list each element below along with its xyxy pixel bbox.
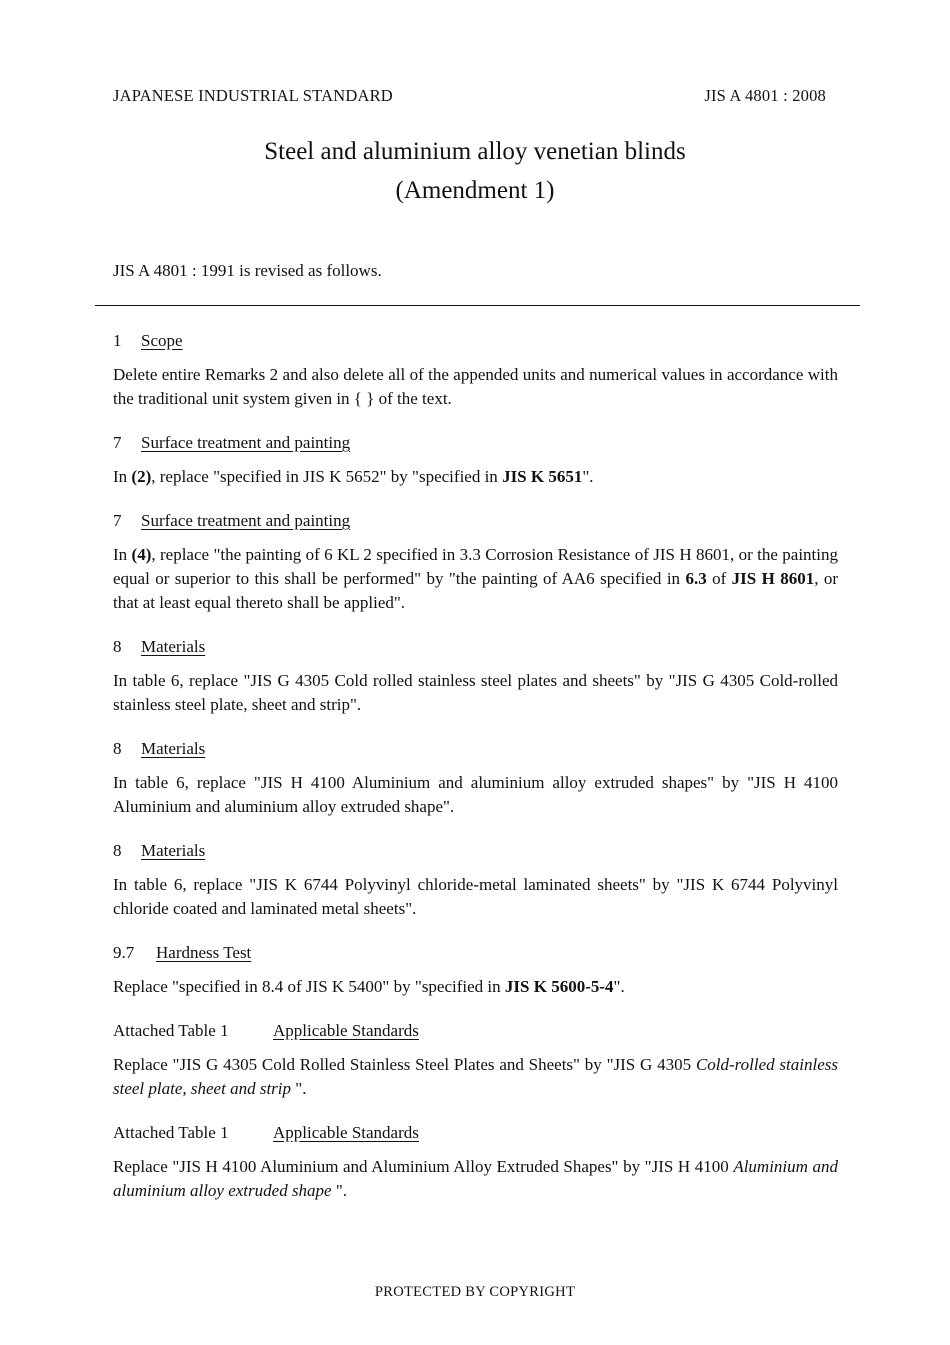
- section-title: Hardness Test: [156, 943, 252, 962]
- amendment-list: [113, 329, 838, 1223]
- section-heading: [113, 941, 838, 965]
- amendment-section: [113, 329, 838, 411]
- section-text: [113, 1155, 838, 1203]
- text-run: Replace "JIS G 4305 Cold Rolled Stainless Steel Plates and Sheets" by "JIS G 4305: [113, 1055, 696, 1074]
- document-title: Steel and aluminium alloy venetian blinds: [264, 138, 686, 165]
- intro-text: JIS A 4801 : 1991 is revised as follows.: [113, 261, 382, 280]
- section-heading: [113, 839, 838, 863]
- standard-number: JIS A 4801 : 2008: [704, 86, 826, 105]
- section-number: 1: [113, 331, 122, 350]
- section-heading: [113, 509, 838, 533]
- amendment-section: [113, 431, 838, 489]
- text-run: , replace "the painting of 6 KL 2 specified in 3.3 Corrosion Resistance of JIS H 8601, or the painting equal or superior to this shall be performed" by "the painting of AA6 specified in: [113, 545, 838, 588]
- text-run: ".: [613, 977, 625, 996]
- section-number: 8: [113, 841, 122, 860]
- section-text: In table 6, replace "JIS K 6744 Polyvinyl chloride-metal laminated sheets" by "JIS K 6744 Polyvinyl chloride coated and laminated metal sheets".: [113, 875, 838, 918]
- bold-ref: 6.3: [685, 569, 707, 588]
- amendment-section: [113, 635, 838, 717]
- section-heading: [113, 329, 838, 353]
- text-run: , or that at least equal thereto shall be applied".: [113, 569, 839, 612]
- text-run: of: [706, 569, 732, 588]
- amendment-section: [113, 1121, 838, 1203]
- section-number: 7: [113, 433, 122, 452]
- section-title: Materials: [141, 841, 206, 860]
- section-title: Materials: [141, 637, 206, 656]
- divider-rule: [95, 305, 860, 306]
- section-heading: [113, 635, 838, 659]
- section-title: Applicable Standards: [273, 1021, 419, 1040]
- section-number: 9.7: [113, 943, 135, 962]
- text-run: ".: [331, 1181, 348, 1200]
- section-title: Surface treatment and painting: [141, 433, 351, 452]
- section-heading: [113, 431, 838, 455]
- text-run: Replace "JIS H 4100 Aluminium and Aluminium Alloy Extruded Shapes" by "JIS H 4100: [113, 1157, 734, 1176]
- bold-ref: JIS H 8601: [731, 569, 815, 588]
- section-text: In table 6, replace "JIS G 4305 Cold rolled stainless steel plates and sheets" by "JIS G 4305 Cold-rolled stainless steel plate, sheet and strip".: [113, 671, 838, 714]
- amendment-section: [113, 509, 838, 615]
- section-text: [113, 1053, 838, 1101]
- text-run: , replace "specified in JIS K 5652" by "specified in: [151, 467, 503, 486]
- text-run: Replace "specified in 8.4 of JIS K 5400" by "specified in: [113, 977, 505, 996]
- section-text: [113, 465, 838, 489]
- amendment-section: [113, 737, 838, 819]
- italic-title: Cold-rolled stainless steel plate, sheet and strip: [113, 1055, 838, 1098]
- section-number: 7: [113, 511, 122, 530]
- amendment-section: [113, 941, 838, 999]
- text-run: In: [113, 545, 132, 564]
- bold-ref: (2): [131, 467, 152, 486]
- text-run: ".: [291, 1079, 307, 1098]
- section-number: 8: [113, 739, 122, 758]
- section-number: Attached Table 1: [113, 1123, 229, 1142]
- section-number: 8: [113, 637, 122, 656]
- bold-ref: (4): [131, 545, 152, 564]
- section-text: In table 6, replace "JIS H 4100 Aluminium and aluminium alloy extruded shapes" by "JIS H 4100 Aluminium and aluminium alloy extruded shape".: [113, 773, 838, 816]
- bold-ref: JIS K 5600-5-4: [504, 977, 614, 996]
- section-text: Delete entire Remarks 2 and also delete all of the appended units and numerical values in accordance with the traditional unit system given in { } of the text.: [113, 365, 838, 408]
- text-run: ".: [582, 467, 594, 486]
- section-title: Surface treatment and painting: [141, 511, 351, 530]
- section-title: Materials: [141, 739, 206, 758]
- italic-title: Aluminium and aluminium alloy extruded shape: [113, 1157, 839, 1200]
- section-title: Scope: [141, 331, 183, 350]
- section-title: Applicable Standards: [273, 1123, 419, 1142]
- bold-ref: JIS K 5651: [502, 467, 583, 486]
- section-text: [113, 543, 838, 615]
- section-heading: [113, 737, 838, 761]
- section-heading: [113, 1121, 838, 1145]
- section-text: [113, 975, 838, 999]
- standard-org-label: JAPANESE INDUSTRIAL STANDARD: [113, 86, 393, 105]
- amendment-section: [113, 1019, 838, 1101]
- document-subtitle: (Amendment 1): [395, 177, 555, 204]
- copyright-footer: PROTECTED BY COPYRIGHT: [374, 1284, 576, 1300]
- text-run: In: [113, 467, 132, 486]
- section-number: Attached Table 1: [113, 1021, 229, 1040]
- amendment-section: [113, 839, 838, 921]
- section-heading: [113, 1019, 838, 1043]
